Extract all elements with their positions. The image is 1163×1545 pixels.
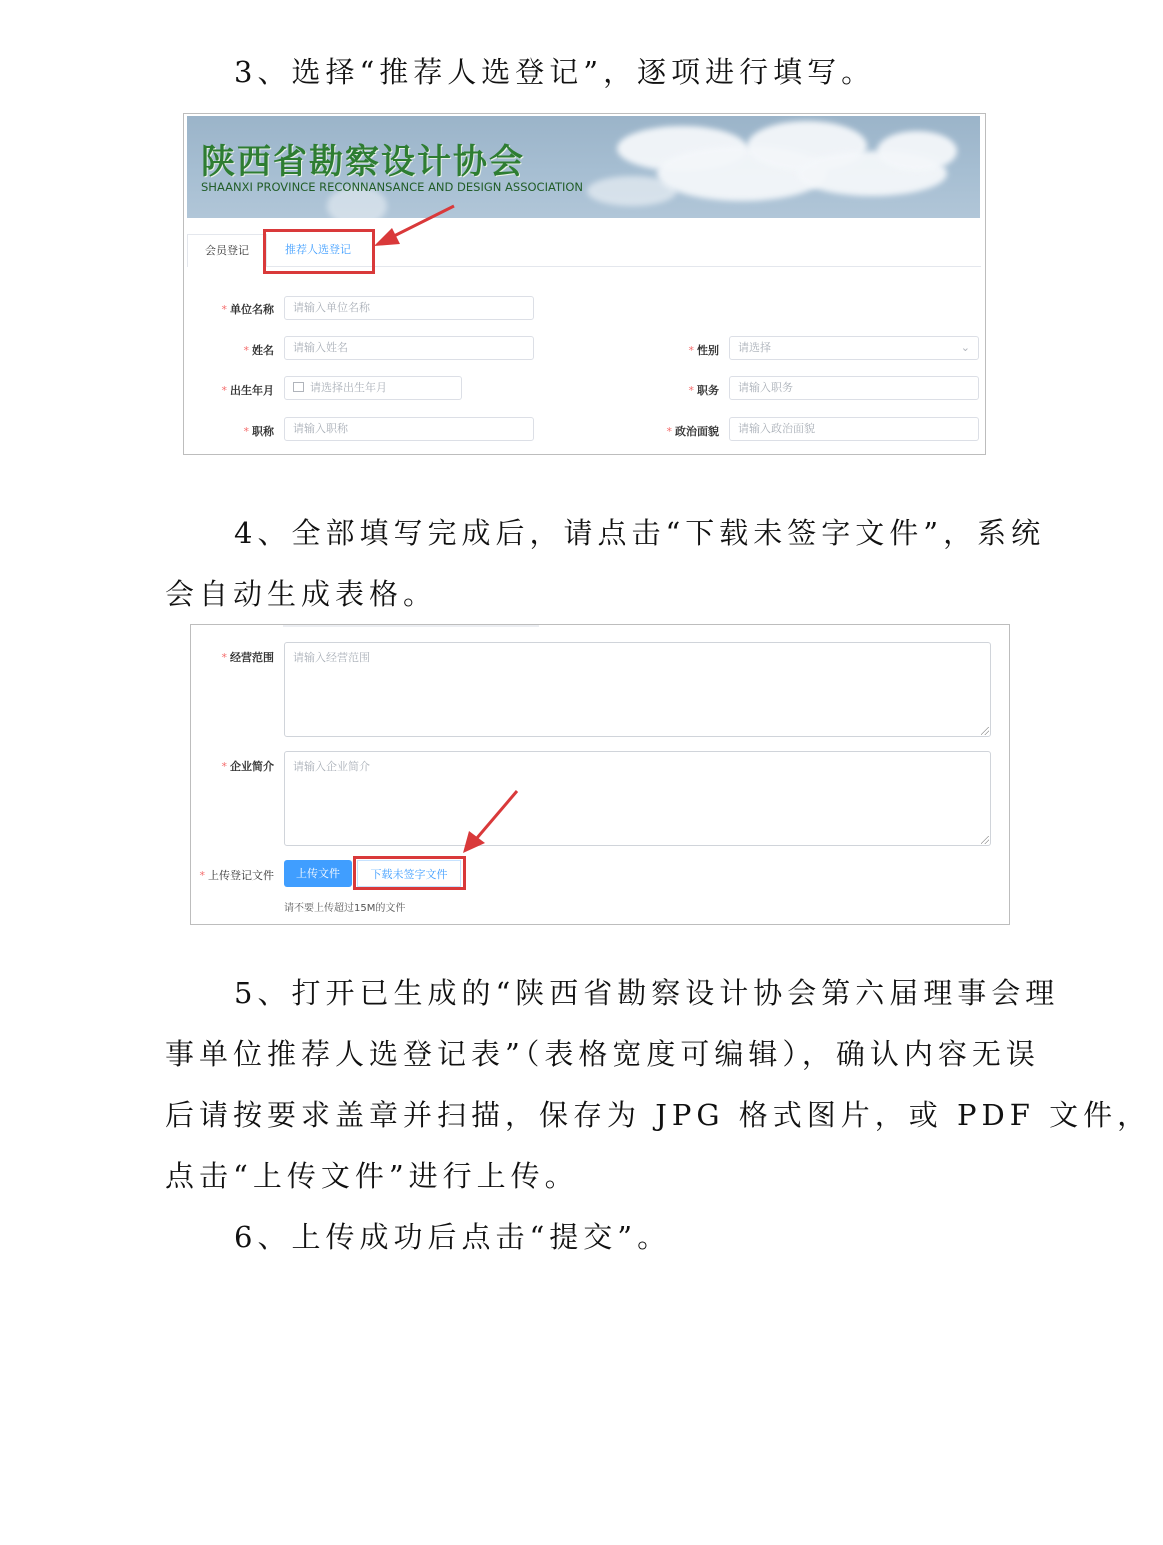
step6-text: 6、上传成功后点击“提交”。 xyxy=(234,1220,672,1254)
position-label: * 职务 xyxy=(688,384,719,397)
red-arrow-icon xyxy=(370,202,460,252)
gender-select[interactable]: 请选择 ⌄ xyxy=(729,336,979,360)
red-arrow-icon xyxy=(459,787,523,857)
business-scope-textarea[interactable]: 请输入经营范围 xyxy=(284,642,991,737)
birth-label: * 出生年月 xyxy=(221,384,274,397)
step5-text-line2: 事单位推荐人选登记表”（表格宽度可编辑），确认内容无误 xyxy=(165,1037,1040,1071)
unit-name-label: * 单位名称 xyxy=(221,303,274,316)
resize-handle-icon[interactable] xyxy=(981,727,989,735)
birth-date-picker[interactable]: 请选择出生年月 xyxy=(284,376,462,400)
tab-member-registration[interactable]: 会员登记 xyxy=(187,234,267,267)
upload-hint: 请不要上传超过15M的文件 xyxy=(284,903,406,914)
step3-text: 3、选择“推荐人选登记”，逐项进行填写。 xyxy=(234,55,876,89)
step5-text-line4: 点击“上传文件”进行上传。 xyxy=(165,1159,579,1193)
download-unsigned-file-button[interactable]: 下载未签字文件 xyxy=(357,860,461,887)
banner-subtitle: SHAANXI PROVINCE RECONNANSANCE AND DESIGN ASSOCIATION xyxy=(201,180,584,194)
registration-form-screenshot xyxy=(183,113,986,455)
tab-highlight-box xyxy=(263,229,375,274)
political-input[interactable]: 请输入政治面貌 xyxy=(729,417,979,441)
calendar-icon xyxy=(293,382,304,392)
upload-form-screenshot xyxy=(190,624,1010,925)
chevron-down-icon: ⌄ xyxy=(960,341,970,354)
company-intro-textarea[interactable]: 请输入企业简介 xyxy=(284,751,991,846)
step4-text-line1: 4、全部填写完成后，请点击“下载未签字文件”，系统 xyxy=(234,516,1046,550)
company-intro-label: * 企业简介 xyxy=(221,760,274,773)
position-input[interactable]: 请输入职务 xyxy=(729,376,979,400)
political-label: * 政治面貌 xyxy=(666,425,719,438)
upload-file-button[interactable]: 上传文件 xyxy=(284,860,352,887)
name-input[interactable]: 请输入姓名 xyxy=(284,336,534,360)
gender-label: * 性别 xyxy=(688,344,719,357)
title-input[interactable]: 请输入职称 xyxy=(284,417,534,441)
site-banner xyxy=(187,116,980,218)
download-highlight-box xyxy=(353,856,466,890)
tab-candidate-registration[interactable]: 推荐人选登记 xyxy=(285,243,351,256)
banner-title: 陕西省勘察设计协会 xyxy=(201,142,525,182)
unit-name-input[interactable]: 请输入单位名称 xyxy=(284,296,534,320)
title-label: * 职称 xyxy=(243,425,274,438)
step5-text-line3: 后请按要求盖章并扫描，保存为 JPG 格式图片，或 PDF 文件， xyxy=(165,1098,1152,1132)
step4-text-line2: 会自动生成表格。 xyxy=(165,577,438,611)
upload-file-label: * 上传登记文件 xyxy=(199,869,274,882)
step5-text-line1: 5、打开已生成的“陕西省勘察设计协会第六届理事会理 xyxy=(234,976,1060,1010)
business-scope-label: * 经营范围 xyxy=(221,651,274,664)
name-label: * 姓名 xyxy=(243,344,274,357)
resize-handle-icon[interactable] xyxy=(981,836,989,844)
